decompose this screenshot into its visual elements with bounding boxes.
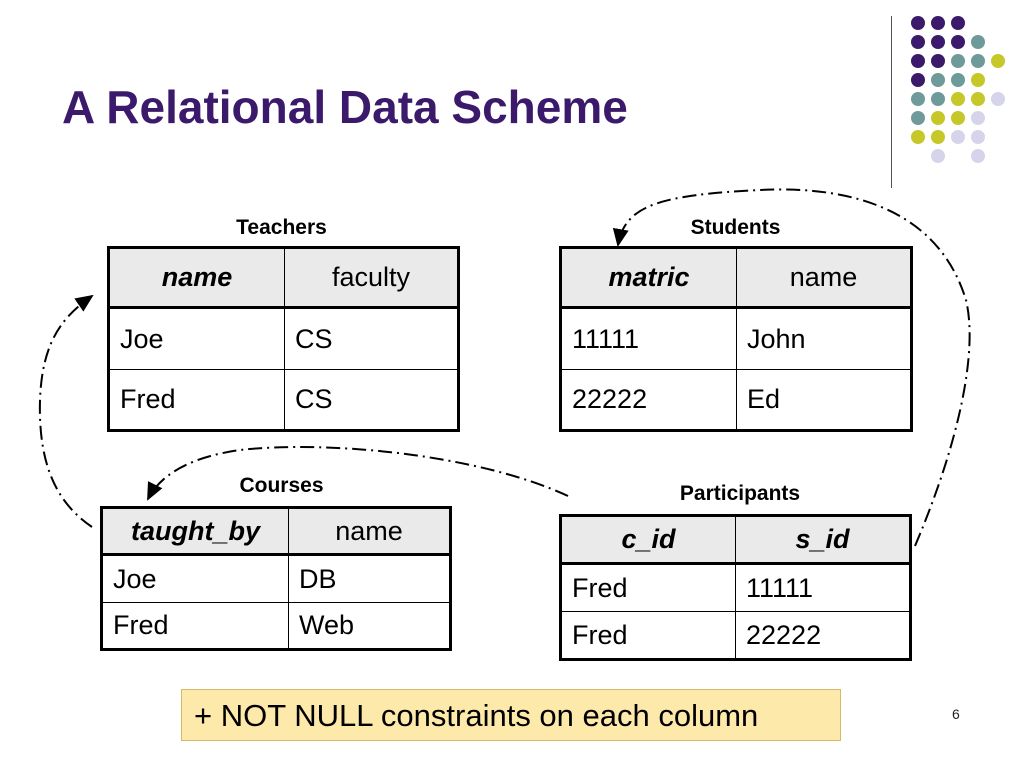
decorative-dot (971, 149, 985, 163)
table-cell: Fred (102, 603, 289, 650)
decorative-dot (911, 73, 925, 87)
table-cell: CS (285, 308, 459, 370)
decorative-dot (951, 16, 965, 30)
courses-table (100, 506, 452, 651)
slide-title: A Relational Data Scheme (62, 81, 628, 133)
table-cell: Web (289, 603, 451, 650)
divider-line (891, 16, 892, 188)
decorative-dot (931, 92, 945, 106)
decorative-dot (951, 35, 965, 49)
decorative-dot (911, 111, 925, 125)
decorative-dot (911, 92, 925, 106)
table-cell: Fred (561, 612, 736, 660)
decorative-dot (951, 54, 965, 68)
table-cell: 22222 (561, 370, 737, 431)
decorative-dot (931, 54, 945, 68)
decorative-dot (911, 130, 925, 144)
students-header-name: name (737, 248, 912, 308)
arrow-courses-to-teachers (40, 296, 92, 527)
decorative-dot (931, 16, 945, 30)
table-cell: Fred (109, 370, 285, 431)
table-cell: 22222 (736, 612, 911, 660)
teachers-caption: Teachers (236, 216, 327, 239)
decorative-dot (931, 111, 945, 125)
page-number: 6 (952, 706, 960, 722)
table-cell: Fred (561, 564, 736, 612)
decorative-dot (911, 54, 925, 68)
decorative-dot (911, 16, 925, 30)
decorative-dot (951, 73, 965, 87)
table-cell: CS (285, 370, 459, 431)
decorative-dot (951, 111, 965, 125)
table-cell: John (737, 308, 912, 370)
teachers-header-faculty: faculty (285, 248, 459, 308)
participants-header-c-id: c_id (561, 516, 736, 564)
participants-caption: Participants (679, 482, 801, 505)
decorative-dot (951, 92, 965, 106)
decorative-dot (971, 73, 985, 87)
decorative-dot (931, 73, 945, 87)
decorative-dot (931, 130, 945, 144)
not-null-note: + NOT NULL constraints on each column (181, 689, 841, 741)
teachers-header-name: name (109, 248, 285, 308)
decorative-dot (911, 35, 925, 49)
students-caption: Students (690, 216, 781, 239)
decorative-dot (971, 130, 985, 144)
decorative-dot (931, 35, 945, 49)
table-cell: Joe (102, 555, 289, 603)
decorative-dot (931, 149, 945, 163)
students-header-matric: matric (561, 248, 737, 308)
decorative-dot (951, 130, 965, 144)
decorative-dot (971, 92, 985, 106)
students-table (559, 246, 913, 432)
teachers-table (107, 246, 460, 432)
decorative-dot (971, 35, 985, 49)
table-cell: 11111 (736, 564, 911, 612)
table-cell: Joe (109, 308, 285, 370)
participants-table (559, 514, 912, 661)
decorative-dot (971, 54, 985, 68)
decorative-dot (971, 111, 985, 125)
table-cell: 11111 (561, 308, 737, 370)
courses-header-name: name (289, 508, 451, 555)
courses-header-taught-by: taught_by (102, 508, 289, 555)
table-cell: DB (289, 555, 451, 603)
table-cell: Ed (737, 370, 912, 431)
decorative-dot (991, 54, 1005, 68)
participants-header-s-id: s_id (736, 516, 911, 564)
decorative-dot (991, 92, 1005, 106)
courses-caption: Courses (239, 474, 324, 497)
